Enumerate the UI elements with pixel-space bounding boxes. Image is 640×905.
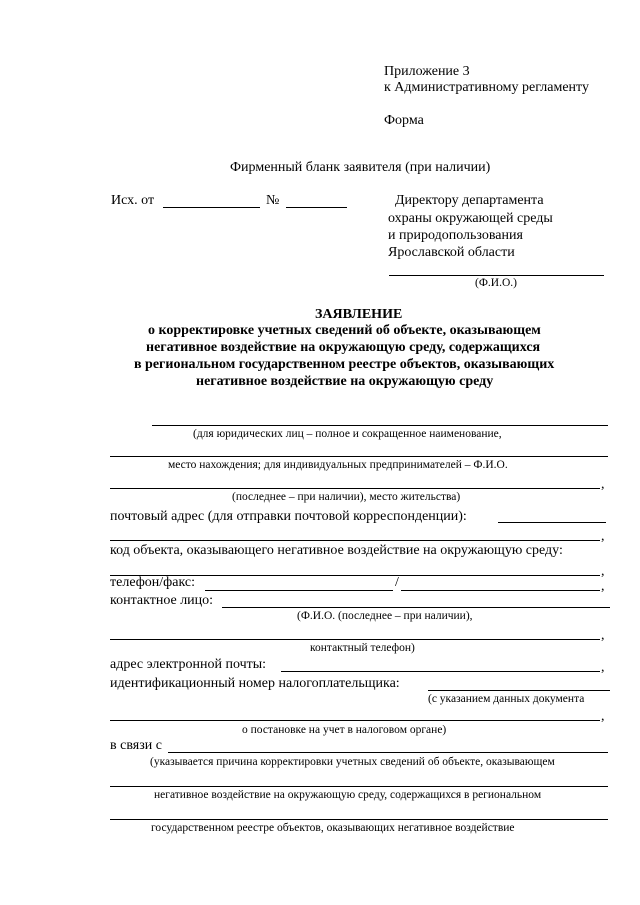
contact-caption: (Ф.И.О. (последнее – при наличии), <box>297 610 473 622</box>
inn-field[interactable] <box>428 690 610 691</box>
reason-caption-2: негативное воздействие на окружающую среду, содержащихся в региональном <box>154 789 542 801</box>
postal-address-label: почтовый адрес (для отправки почтовой корреспонденции): <box>110 509 467 524</box>
subtitle-line-3: в региональном государственном реестре объектов, оказывающих <box>134 357 555 372</box>
postal-address-field[interactable] <box>498 522 606 523</box>
comma-1: , <box>601 477 605 492</box>
contact-phone-field[interactable] <box>110 639 600 640</box>
fax-field[interactable] <box>401 590 600 591</box>
subtitle-line-4: негативное воздействие на окружающую среду <box>196 374 494 389</box>
reason-caption-1: (указывается причина корректировки учетных сведений об объекте, оказывающем <box>150 756 555 768</box>
addressee-line-1: Директору департамента <box>395 193 544 208</box>
appendix-line-2: к Административному регламенту <box>384 80 589 95</box>
contact-person-label: контактное лицо: <box>110 593 214 608</box>
comma-3: , <box>601 564 605 579</box>
outgoing-number-label: № <box>266 193 280 208</box>
contact-person-field[interactable] <box>222 607 610 608</box>
comma-6: , <box>601 660 605 675</box>
letterhead-note: Фирменный бланк заявителя (при наличии) <box>230 160 491 175</box>
form-label: Форма <box>384 113 424 128</box>
legal-entity-caption: (для юридических лиц – полное и сокращенное наименование, <box>193 428 502 440</box>
outgoing-date-field[interactable] <box>163 207 260 208</box>
comma-2: , <box>601 529 605 544</box>
subtitle-line-2: негативное воздействие на окружающую среду, содержащихся <box>146 340 541 355</box>
comma-7: , <box>601 709 605 724</box>
location-caption: место нахождения; для индивидуальных предпринимателей – Ф.И.О. <box>168 459 508 471</box>
inn-label: идентификационный номер налогоплательщика: <box>110 676 400 691</box>
appendix-line-1: Приложение 3 <box>384 64 470 79</box>
addressee-fio-field[interactable] <box>389 275 604 276</box>
comma-4: , <box>601 579 605 594</box>
outgoing-number-field[interactable] <box>286 207 347 208</box>
reason-field-2[interactable] <box>110 786 608 787</box>
outgoing-ref-label: Исх. от <box>111 193 155 208</box>
tax-document-field[interactable] <box>110 720 600 721</box>
tax-caption: о постановке на учет в налоговом органе) <box>242 724 447 736</box>
residence-caption: (последнее – при наличии), место жительства) <box>232 491 461 503</box>
addressee-line-2: охраны окружающей среды <box>388 211 553 226</box>
object-code-label: код объекта, оказывающего негативное воздействие на окружающую среду: <box>110 543 563 558</box>
phone-field[interactable] <box>205 590 393 591</box>
reason-caption-3: государственном реестре объектов, оказывающих негативное воздействие <box>151 822 515 834</box>
postal-address-field-2[interactable] <box>110 540 600 541</box>
contact-phone-caption: контактный телефон) <box>310 642 415 654</box>
reason-field-3[interactable] <box>110 819 608 820</box>
phone-fax-label: телефон/факс: <box>110 575 195 590</box>
applicant-name-field[interactable] <box>152 425 608 426</box>
email-label: адрес электронной почты: <box>110 657 267 672</box>
reason-label: в связи с <box>110 738 162 753</box>
comma-5: , <box>601 628 605 643</box>
applicant-location-field[interactable] <box>110 456 608 457</box>
subtitle-line-1: о корректировке учетных сведений об объекте, оказывающем <box>148 323 541 338</box>
addressee-line-3: и природопользования <box>388 228 523 243</box>
applicant-residence-field[interactable] <box>110 488 600 489</box>
inn-caption: (с указанием данных документа <box>428 693 585 705</box>
phone-fax-separator: / <box>395 575 399 590</box>
reason-field[interactable] <box>168 752 608 753</box>
addressee-line-4: Ярославской области <box>388 245 515 260</box>
document-title: ЗАЯВЛЕНИЕ <box>315 307 403 322</box>
email-field[interactable] <box>281 671 600 672</box>
addressee-fio-caption: (Ф.И.О.) <box>475 277 517 289</box>
